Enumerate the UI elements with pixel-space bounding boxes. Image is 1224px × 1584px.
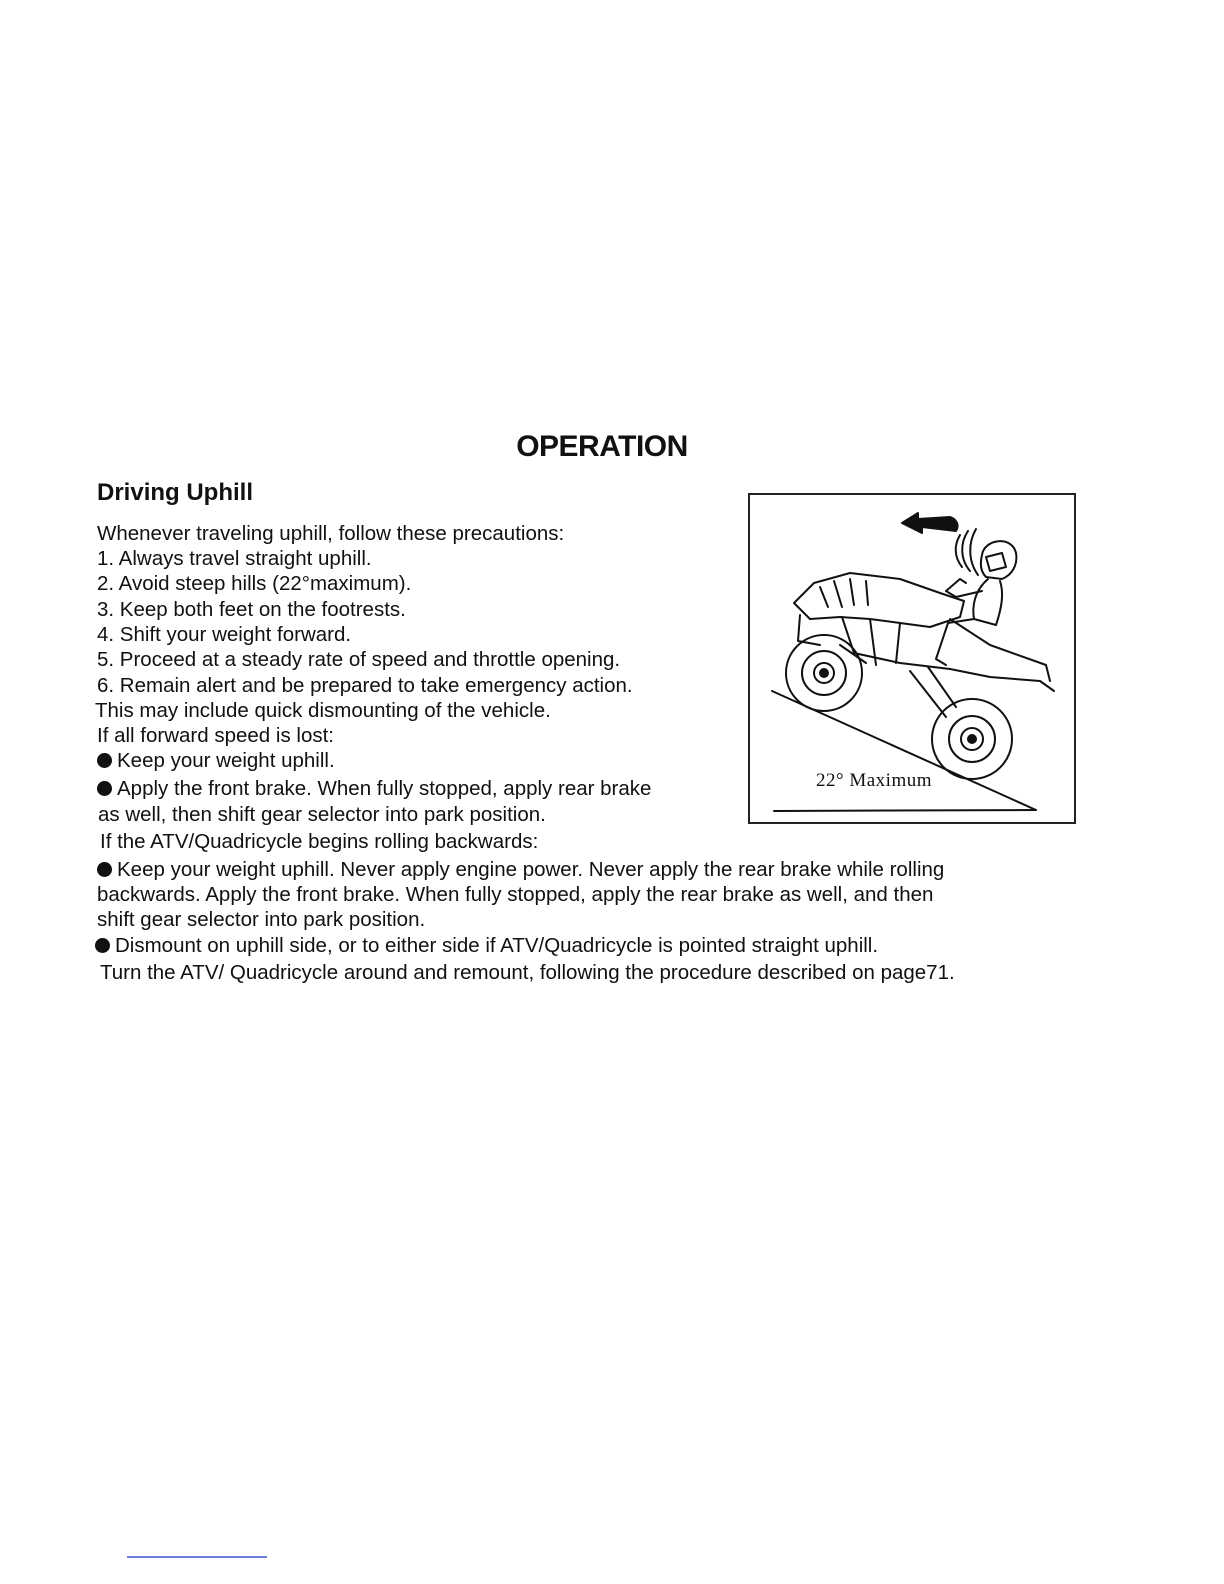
step-5: 5. Proceed at a steady rate of speed and throttle opening. — [97, 648, 621, 671]
final-instruction: Turn the ATV/ Quadricycle around and remount, following the procedure described on page71. — [100, 961, 955, 984]
page-title: OPERATION — [516, 430, 688, 463]
step-6: 6. Remain alert and be prepared to take emergency action. — [97, 674, 633, 697]
speed-lost-continuation: as well, then shift gear selector into park position. — [98, 803, 546, 826]
footer-rule — [127, 1556, 267, 1558]
atv-uphill-figure — [748, 493, 1076, 824]
bullet-text: Keep your weight uphill. — [117, 749, 335, 772]
speed-lost-heading: If all forward speed is lost: — [97, 724, 334, 747]
step-6-continuation: This may include quick dismounting of the vehicle. — [95, 699, 551, 722]
rolling-heading: If the ATV/Quadricycle begins rolling backwards: — [100, 830, 539, 853]
bullet-dot — [95, 938, 110, 953]
rolling-bullet-1-cont-1: backwards. Apply the front brake. When fully stopped, apply the rear brake as well, and then — [97, 883, 934, 906]
speed-lost-bullet-1 — [97, 748, 335, 773]
rolling-bullet-2 — [95, 933, 878, 958]
bullet-text: Apply the front brake. When fully stopped, apply rear brake — [117, 777, 652, 800]
step-4: 4. Shift your weight forward. — [97, 623, 352, 646]
figure-label: 22° Maximum — [816, 770, 933, 791]
section-title: Driving Uphill — [97, 479, 253, 506]
step-2: 2. Avoid steep hills (22°maximum). — [97, 572, 412, 595]
bullet-dot — [97, 862, 112, 877]
rolling-bullet-1 — [97, 857, 944, 882]
speed-lost-bullet-2 — [97, 776, 651, 801]
step-1: 1. Always travel straight uphill. — [97, 547, 372, 570]
intro-text: Whenever traveling uphill, follow these precautions: — [97, 522, 565, 545]
step-3: 3. Keep both feet on the footrests. — [97, 598, 406, 621]
bullet-dot — [97, 753, 112, 768]
bullet-text: Dismount on uphill side, or to either side if ATV/Quadricycle is pointed straight uphill. — [115, 934, 879, 957]
bullet-text: Keep your weight uphill. Never apply engine power. Never apply the rear brake while rolling — [117, 858, 945, 881]
bullet-dot — [97, 781, 112, 796]
rolling-bullet-1-cont-2: shift gear selector into park position. — [97, 908, 426, 931]
